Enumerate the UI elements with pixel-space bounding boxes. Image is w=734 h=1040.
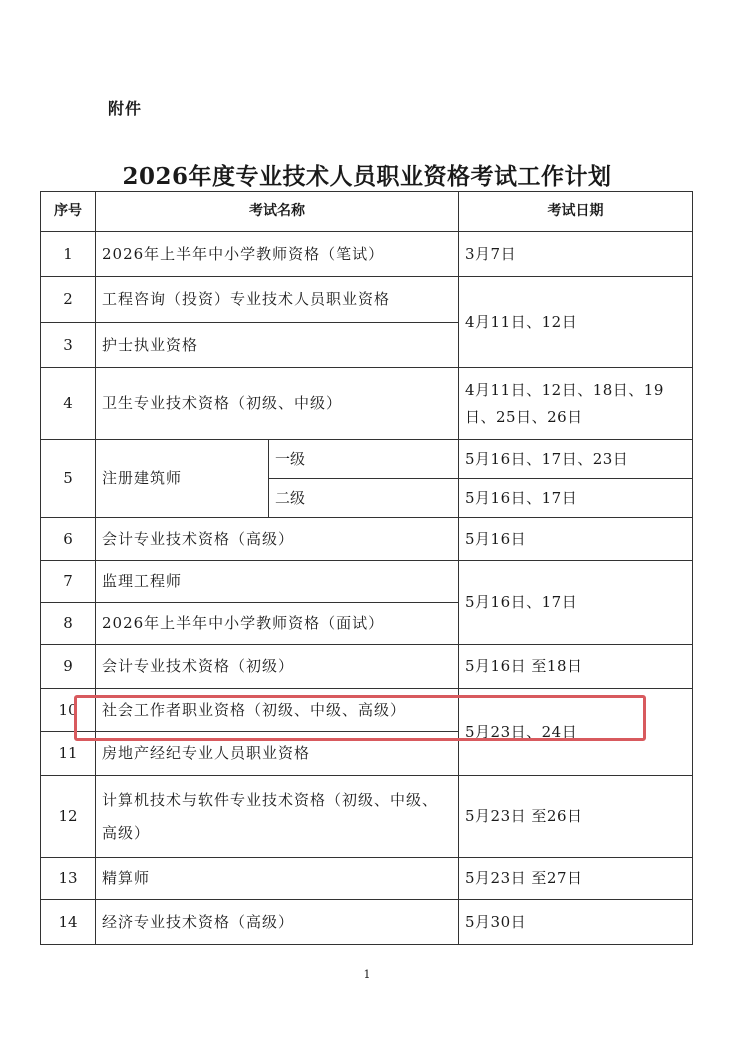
exam-date: 5月16日、17日 — [459, 479, 693, 518]
row-index: 5 — [41, 440, 96, 518]
row-index: 9 — [41, 645, 96, 689]
row-index: 2 — [41, 277, 96, 323]
exam-date: 5月16日 至18日 — [459, 645, 693, 689]
exam-date: 3月7日 — [459, 232, 693, 277]
row-index: 8 — [41, 603, 96, 645]
exam-schedule-table — [40, 191, 693, 945]
exam-name: 计算机技术与软件专业技术资格（初级、中级、高级） — [96, 776, 459, 858]
exam-name: 精算师 — [96, 858, 459, 900]
table-row — [41, 232, 693, 277]
attachment-label: 附件 — [108, 99, 143, 118]
header-exam-date: 考试日期 — [459, 192, 693, 232]
exam-name: 工程咨询（投资）专业技术人员职业资格 — [96, 277, 459, 323]
table-row — [41, 518, 693, 561]
row-index: 1 — [41, 232, 96, 277]
row-index: 6 — [41, 518, 96, 561]
table-row — [41, 689, 693, 732]
exam-date: 4月11日、12日 — [459, 277, 693, 368]
exam-date: 4月11日、12日、18日、19日、25日、26日 — [459, 368, 693, 440]
exam-name: 护士执业资格 — [96, 323, 459, 368]
exam-name: 经济专业技术资格（高级） — [96, 900, 459, 945]
table-row — [41, 858, 693, 900]
row-index: 3 — [41, 323, 96, 368]
page-number: 1 — [363, 968, 371, 981]
exam-date: 5月16日、17日、23日 — [459, 440, 693, 479]
table-row — [41, 277, 693, 323]
exam-name: 会计专业技术资格（初级） — [96, 645, 459, 689]
row-index: 10 — [41, 689, 96, 732]
table-row — [41, 561, 693, 603]
exam-name: 注册建筑师 — [96, 440, 269, 518]
exam-date: 5月23日 至26日 — [459, 776, 693, 858]
exam-level: 二级 — [269, 479, 459, 518]
row-index: 13 — [41, 858, 96, 900]
exam-date: 5月23日 至27日 — [459, 858, 693, 900]
row-index: 12 — [41, 776, 96, 858]
row-index: 7 — [41, 561, 96, 603]
table-row — [41, 368, 693, 440]
exam-name: 房地产经纪专业人员职业资格 — [96, 732, 459, 776]
exam-name: 社会工作者职业资格（初级、中级、高级） — [96, 689, 459, 732]
exam-name: 2026年上半年中小学教师资格（笔试） — [96, 232, 459, 277]
exam-name: 2026年上半年中小学教师资格（面试） — [96, 603, 459, 645]
document-title: 2026年度专业技术人员职业资格考试工作计划 — [122, 163, 612, 190]
row-index: 14 — [41, 900, 96, 945]
exam-level: 一级 — [269, 440, 459, 479]
header-exam-name: 考试名称 — [96, 192, 459, 232]
exam-date: 5月16日、17日 — [459, 561, 693, 645]
table-row — [41, 900, 693, 945]
exam-date: 5月30日 — [459, 900, 693, 945]
exam-date: 5月16日 — [459, 518, 693, 561]
header-index: 序号 — [41, 192, 96, 232]
exam-name: 会计专业技术资格（高级） — [96, 518, 459, 561]
table-row — [41, 440, 693, 479]
exam-date: 5月23日、24日 — [459, 689, 693, 776]
row-index: 4 — [41, 368, 96, 440]
table-row — [41, 645, 693, 689]
table-header-row — [41, 192, 693, 232]
exam-name: 监理工程师 — [96, 561, 459, 603]
exam-name: 卫生专业技术资格（初级、中级） — [96, 368, 459, 440]
row-index: 11 — [41, 732, 96, 776]
table-row — [41, 776, 693, 858]
